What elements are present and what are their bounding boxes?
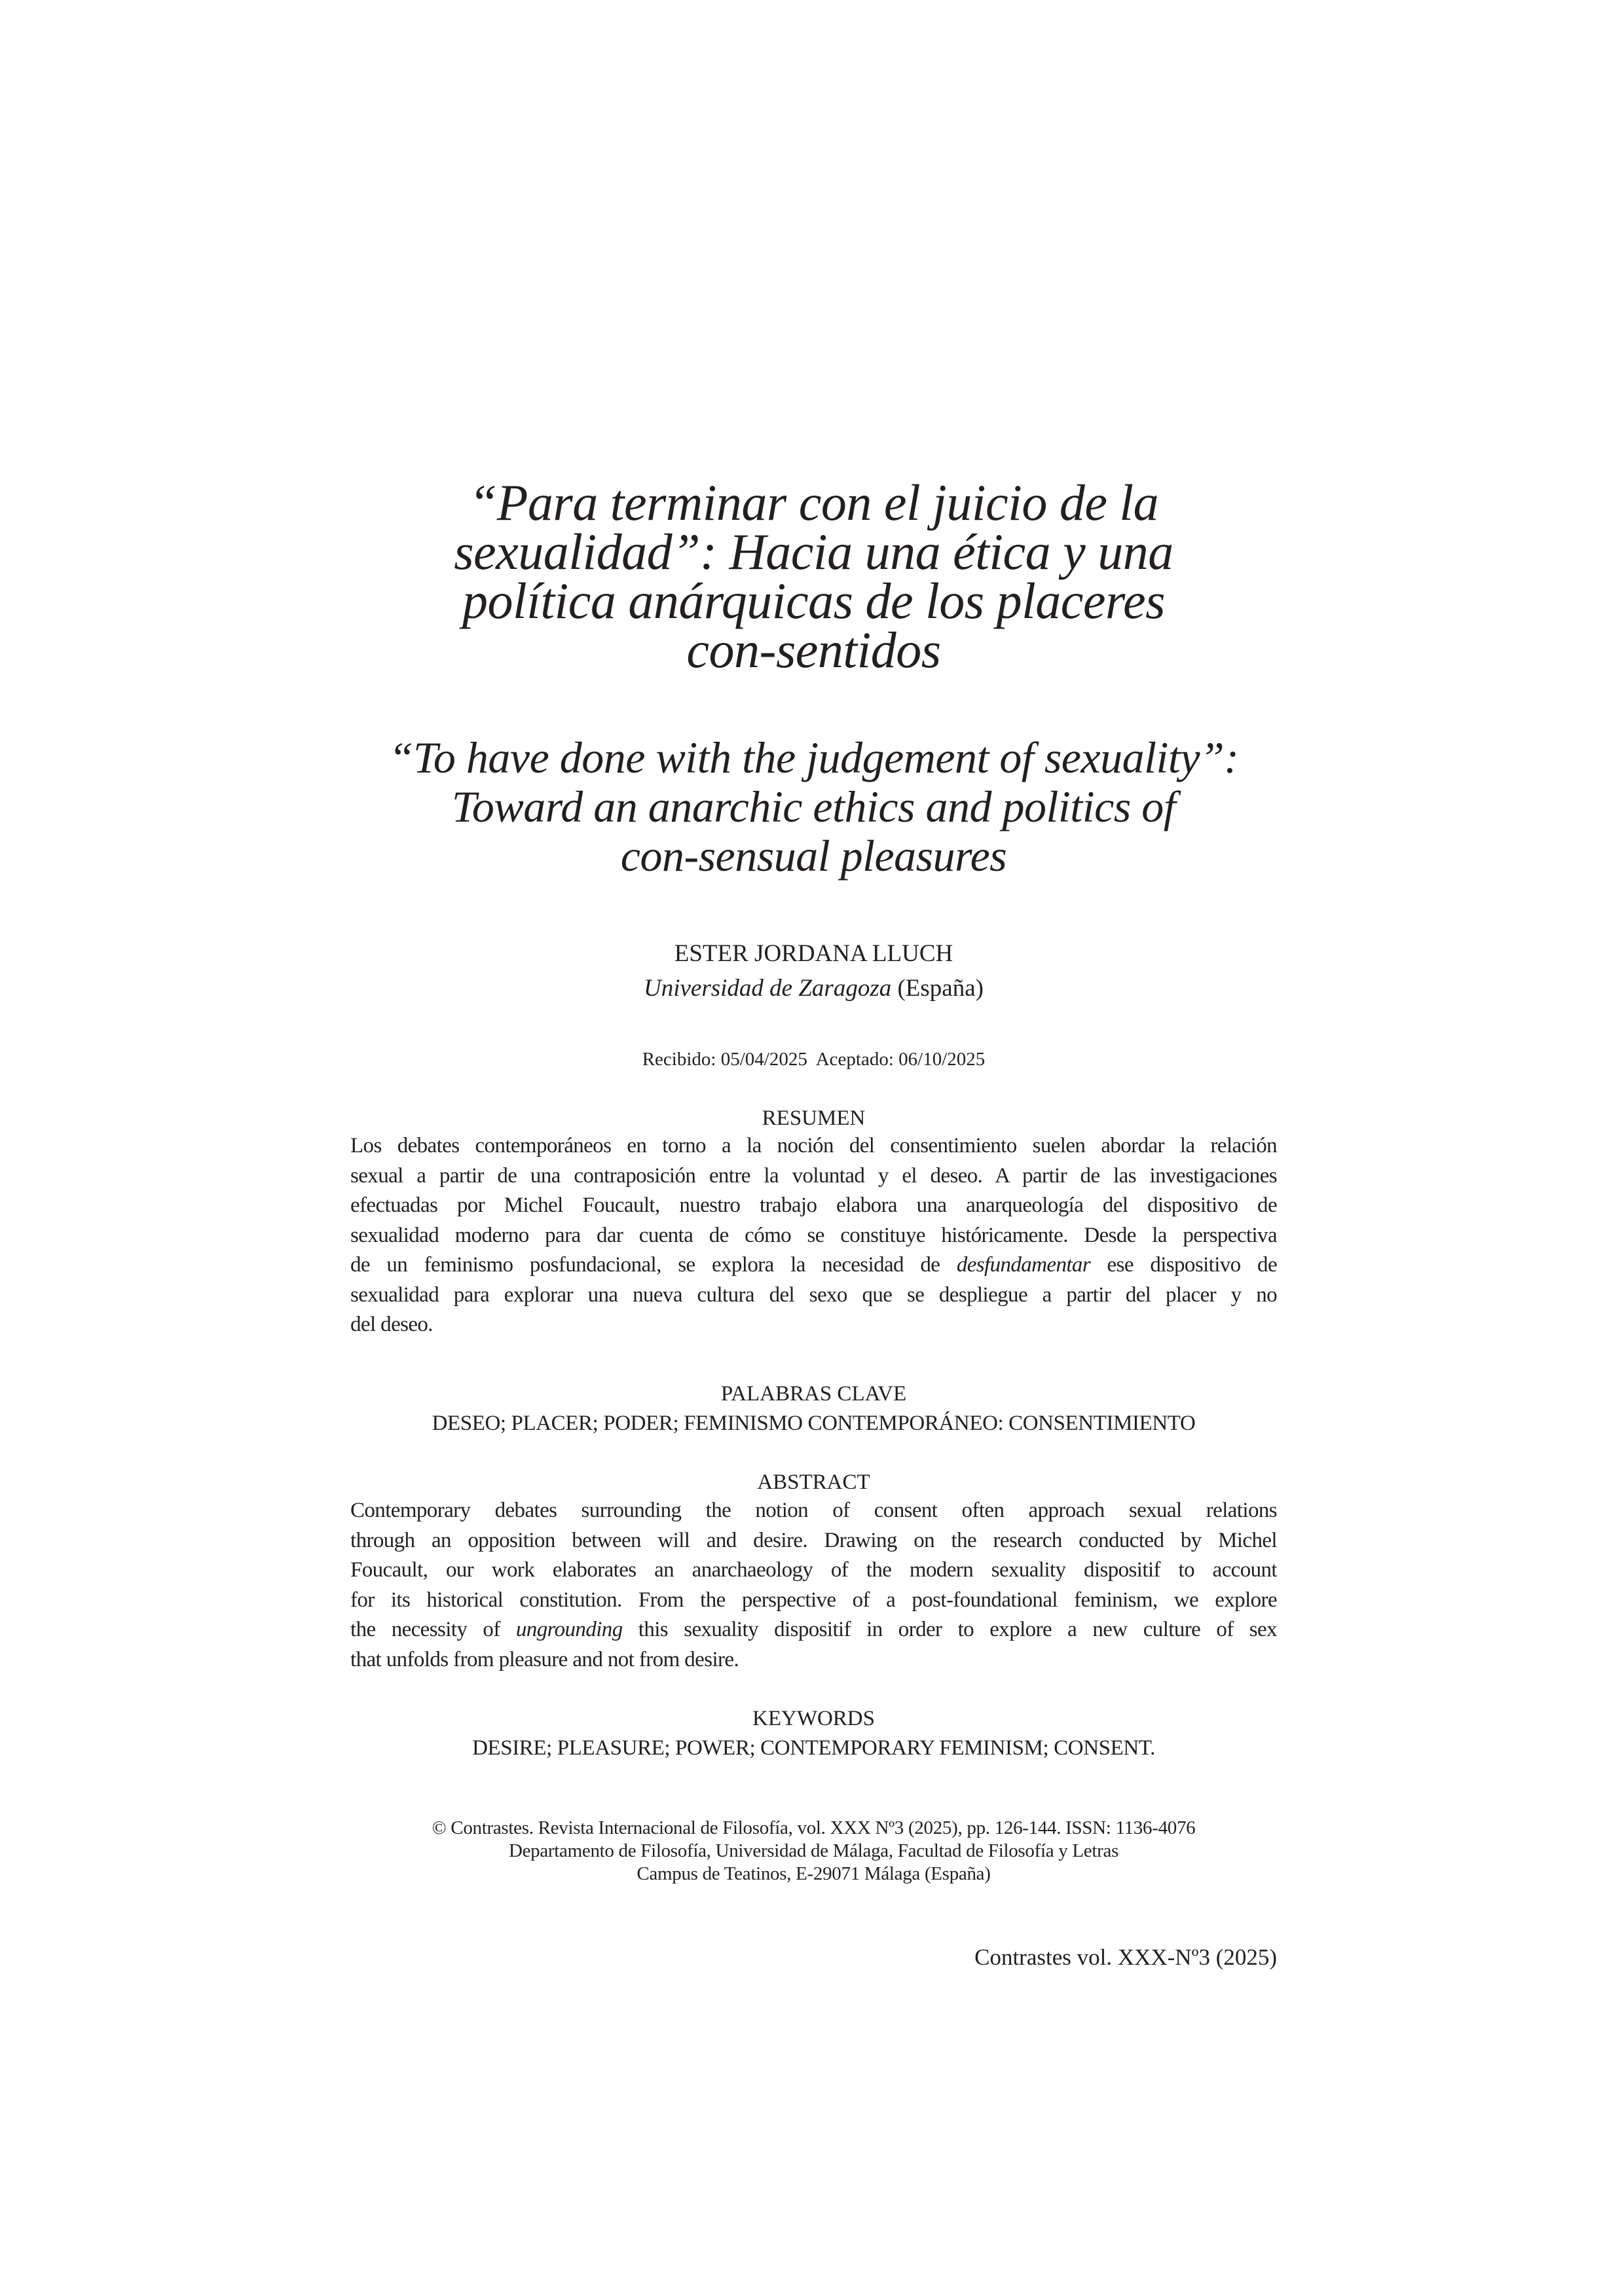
title-english-line: “To have done with the judgement of sexuality”: xyxy=(388,733,1239,782)
palabras-clave-heading: PALABRAS CLAVE xyxy=(720,1382,907,1406)
copyright-line: Campus de Teatinos, E-29071 Málaga (España) xyxy=(637,1863,991,1884)
abstract-line: that unfolds from pleasure and not from desire. xyxy=(350,1647,739,1671)
abstract-line: Foucault, our work elaborates an anarchaeology of the modern sexuality dispositif to account xyxy=(350,1558,1277,1582)
resumen-line: efectuadas por Michel Foucault, nuestro trabajo elabora una anarqueología del dispositivo de xyxy=(350,1194,1277,1217)
abstract-heading: ABSTRACT xyxy=(757,1470,870,1494)
abstract-line: Contemporary debates surrounding the notion of consent often approach sexual relations xyxy=(350,1499,1277,1522)
author-name: ESTER JORDANA LLUCH xyxy=(674,940,953,967)
resumen-line: del deseo. xyxy=(350,1313,433,1336)
title-spanish-line: política anárquicas de los placeres xyxy=(462,572,1165,629)
resumen-line xyxy=(350,1250,1277,1281)
emphasis-desfundamentar: desfundamentar xyxy=(956,1253,1091,1277)
title-english-line: Toward an anarchic ethics and politics of xyxy=(451,782,1176,831)
resumen-line: sexualidad moderno para dar cuenta de cómo se constituye históricamente. Desde la perspectiva xyxy=(350,1223,1277,1247)
abstract-line-before: the necessity of xyxy=(350,1618,516,1641)
title-english xyxy=(350,733,1277,881)
title-spanish-line: con-sentidos xyxy=(686,621,941,678)
resumen-line-before: de un feminismo posfundacional, se explora la necesidad de xyxy=(350,1253,957,1277)
resumen-line: sexualidad para explorar una nueva cultura del sexo que se despliegue a partir del placer y no xyxy=(350,1283,1277,1307)
resumen-line: sexual a partir de una contraposición entre la voluntad y el deseo. A partir de las investigaciones xyxy=(350,1163,1277,1188)
keywords-heading: KEYWORDS xyxy=(752,1707,875,1730)
running-footer: Contrastes vol. XXX-Nº3 (2025) xyxy=(974,1944,1277,1970)
copyright-notice xyxy=(350,1817,1277,1886)
resumen-body xyxy=(350,1131,1277,1340)
title-english-line: con-sensual pleasures xyxy=(620,831,1007,881)
abstract-body xyxy=(350,1496,1277,1675)
abstract-line-after: this sexuality dispositif in order to explore a new culture of sex xyxy=(622,1618,1278,1641)
institution: Universidad de Zaragoza xyxy=(644,975,892,1002)
copyright-line: Departamento de Filosofía, Universidad de Málaga, Facultad de Filosofía y Letras xyxy=(508,1840,1119,1861)
abstract-line: for its historical constitution. From the perspective of a post-foundational feminism, we explore xyxy=(350,1588,1277,1612)
country: (España) xyxy=(897,975,984,1002)
title-spanish xyxy=(350,474,1277,678)
resumen-line: Los debates contemporáneos en torno a la noción del consentimiento suelen abordar la relación xyxy=(350,1134,1277,1157)
author-affiliation xyxy=(350,972,1277,1005)
palabras-clave-list: DESEO; PLACER; PODER; FEMINISMO CONTEMPORÁNEO: CONSENTIMIENTO xyxy=(432,1412,1196,1435)
emphasis-ungrounding: ungrounding xyxy=(515,1618,623,1641)
submission-dates: Recibido: 05/04/2025 Aceptado: 06/10/2025 xyxy=(642,1049,986,1070)
abstract-line xyxy=(350,1615,1277,1645)
copyright-line: © Contrastes. Revista Internacional de Filosofía, vol. XXX Nº3 (2025), pp. 126-144. ISSN: 1136-4076 xyxy=(432,1817,1196,1838)
title-spanish-line: “Para terminar con el juicio de la xyxy=(468,474,1159,531)
abstract-line: through an opposition between will and desire. Drawing on the research conducted by Michel xyxy=(350,1528,1277,1552)
resumen-heading: RESUMEN xyxy=(762,1106,866,1130)
resumen-line-after: ese dispositivo de xyxy=(1090,1253,1277,1277)
title-spanish-line: sexualidad”: Hacia una ética y una xyxy=(454,523,1173,580)
keywords-list: DESIRE; PLEASURE; POWER; CONTEMPORARY FEMINISM; CONSENT. xyxy=(472,1736,1155,1760)
